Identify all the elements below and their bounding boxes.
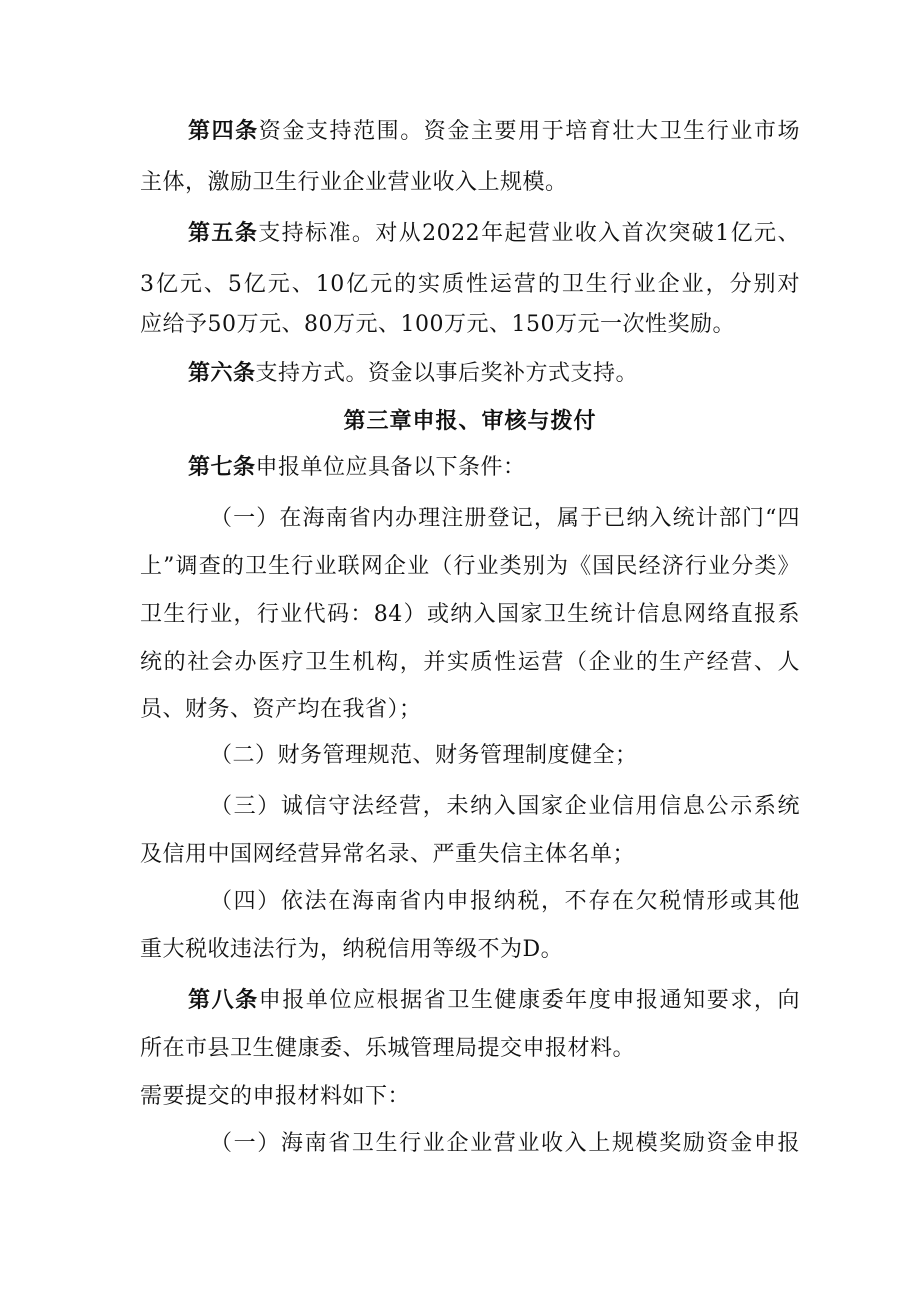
article-8-text: 申报单位应根据省卫生健康委年度申报通知要求，向 [258, 988, 800, 1013]
article-4-title: 第四条 [188, 119, 259, 144]
article-5-title: 第五条 [188, 221, 259, 246]
article-8-line-2: 所在市县卫生健康委、乐城管理局提交申报材料。 [140, 1036, 636, 1061]
condition-1-line-1: （一）在海南省内办理注册登记，属于已纳入统计部门“四 [210, 506, 800, 531]
condition-1-line-4: 统的社会办医疗卫生机构，并实质性运营（企业的生产经营、人 [140, 650, 800, 675]
chapter-3-heading: 第三章申报、审核与拨付 [343, 409, 597, 434]
article-5-text: 支持标准。对从2022年起营业收入首次突破1亿元、 [258, 221, 800, 246]
article-5-line-2: 3亿元、5亿元、10亿元的实质性运营的卫生行业企业，分别对 [140, 272, 800, 297]
article-7-title: 第七条 [188, 455, 256, 480]
condition-4-line-2: 重大税收违法行为，纳税信用等级不为D。 [140, 937, 564, 962]
condition-1-line-3: 卫生行业，行业代码：84）或纳入国家卫生统计信息网络直报系 [140, 602, 800, 627]
condition-1-line-5: 员、财务、资产均在我省）； [140, 697, 422, 722]
condition-2-line-1: （二）财务管理规范、财务管理制度健全； [210, 743, 638, 768]
article-6-text: 支持方式。资金以事后奖补方式支持。 [255, 361, 639, 386]
article-8-title: 第八条 [188, 988, 259, 1013]
article-4-line-2: 主体，激励卫生行业企业营业收入上规模。 [140, 170, 568, 195]
condition-4-line-1: （四）依法在海南省内申报纳税，不存在欠税情形或其他 [210, 889, 800, 914]
article-5-line-3: 应给予50万元、80万元、100万元、150万元一次性奖励。 [140, 312, 735, 337]
condition-3-line-1: （三）诚信守法经营，未纳入国家企业信用信息公示系统 [210, 794, 800, 819]
material-1-line-1: （一）海南省卫生行业企业营业收入上规模奖励资金申报 [210, 1131, 800, 1156]
article-7-line-1 [188, 453, 800, 483]
article-6-line-1 [188, 359, 800, 389]
condition-3-line-2: 及信用中国网经营异常名录、严重失信主体名单； [140, 842, 636, 867]
article-4-text: 资金支持范围。资金主要用于培育壮大卫生行业市场 [258, 119, 800, 144]
article-4-line-1 [188, 117, 800, 147]
article-8-line-3: 需要提交的申报材料如下： [140, 1084, 411, 1109]
article-6-title: 第六条 [188, 361, 256, 386]
article-7-text: 申报单位应具备以下条件： [255, 455, 526, 480]
article-5-line-1 [188, 219, 800, 249]
article-8-line-1 [188, 986, 800, 1016]
condition-1-line-2: 上”调查的卫生行业联网企业（行业类别为《国民经济行业分类》 [140, 554, 800, 579]
